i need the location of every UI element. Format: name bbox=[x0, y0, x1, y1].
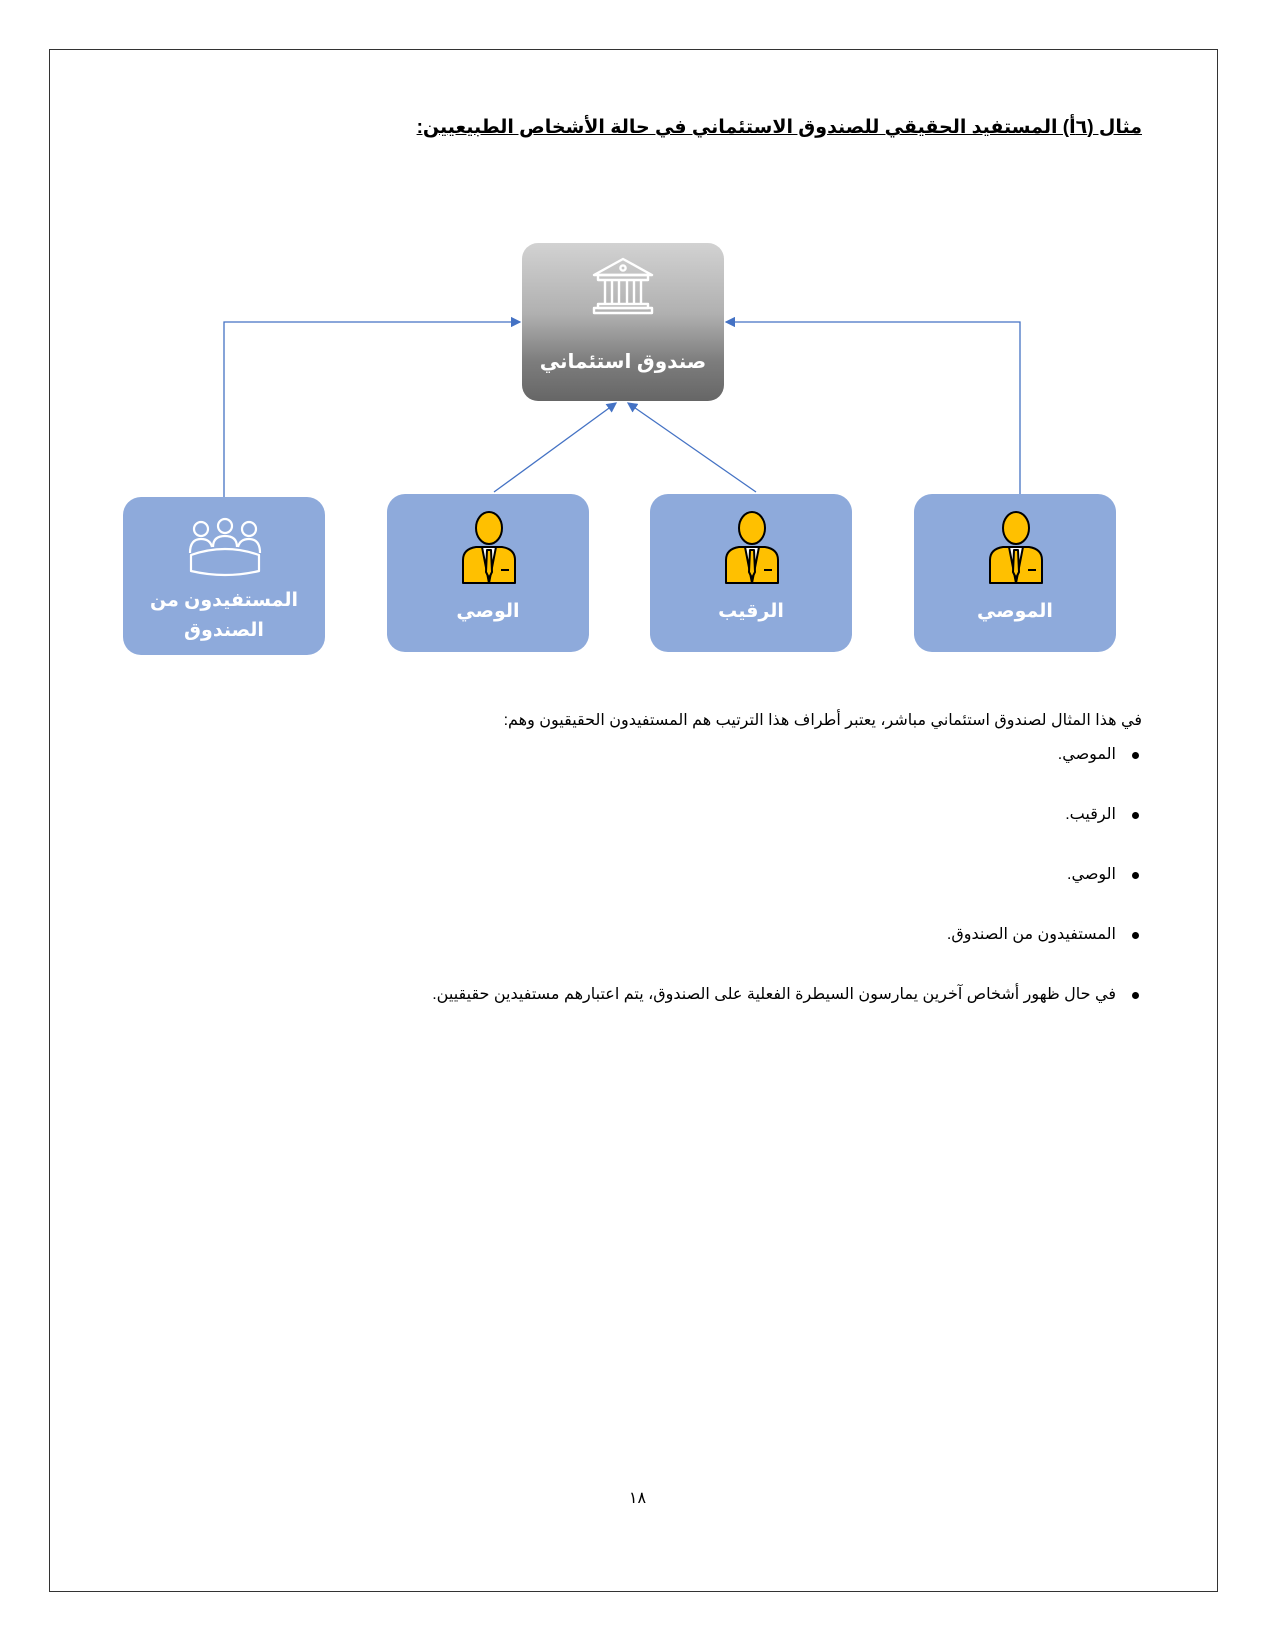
parties-list bbox=[432, 745, 1142, 1045]
bank-building-icon bbox=[590, 253, 656, 319]
page-title: مثال (٦أ) المستفيد الحقيقي للصندوق الاستئماني في حالة الأشخاص الطبيعيين: bbox=[416, 117, 1142, 138]
party-beneficiaries-box bbox=[123, 497, 325, 655]
party-beneficiaries-label-line2: الصندوق bbox=[184, 620, 264, 641]
person-icon bbox=[987, 510, 1045, 586]
party-settlor-box bbox=[914, 494, 1116, 652]
list-item: الرقيب. bbox=[432, 805, 1142, 825]
trust-fund-label: صندوق استئماني bbox=[539, 351, 707, 373]
intro-paragraph: في هذا المثال لصندوق استئماني مباشر، يعتبر أطراف هذا الترتيب هم المستفيدون الحقيقيون وهم: bbox=[503, 712, 1142, 729]
party-beneficiaries-label-line1: المستفيدون من bbox=[149, 590, 299, 611]
party-protector-box bbox=[650, 494, 852, 652]
party-protector-label: الرقيب bbox=[718, 601, 784, 622]
party-trustee-label: الوصي bbox=[456, 601, 520, 622]
group-icon bbox=[185, 515, 265, 577]
list-item: المستفيدون من الصندوق. bbox=[432, 925, 1142, 945]
party-settlor-label: الموصي bbox=[977, 601, 1053, 622]
person-icon bbox=[460, 510, 518, 586]
list-item: الوصي. bbox=[432, 865, 1142, 885]
person-icon bbox=[723, 510, 781, 586]
list-item: الموصي. bbox=[432, 745, 1142, 765]
page-number: ١٨ bbox=[628, 1490, 647, 1507]
party-trustee-box bbox=[387, 494, 589, 652]
trust-fund-box bbox=[522, 243, 724, 401]
list-item: في حال ظهور أشخاص آخرين يمارسون السيطرة الفعلية على الصندوق، يتم اعتبارهم مستفيدين حقيقيين. bbox=[432, 985, 1142, 1005]
